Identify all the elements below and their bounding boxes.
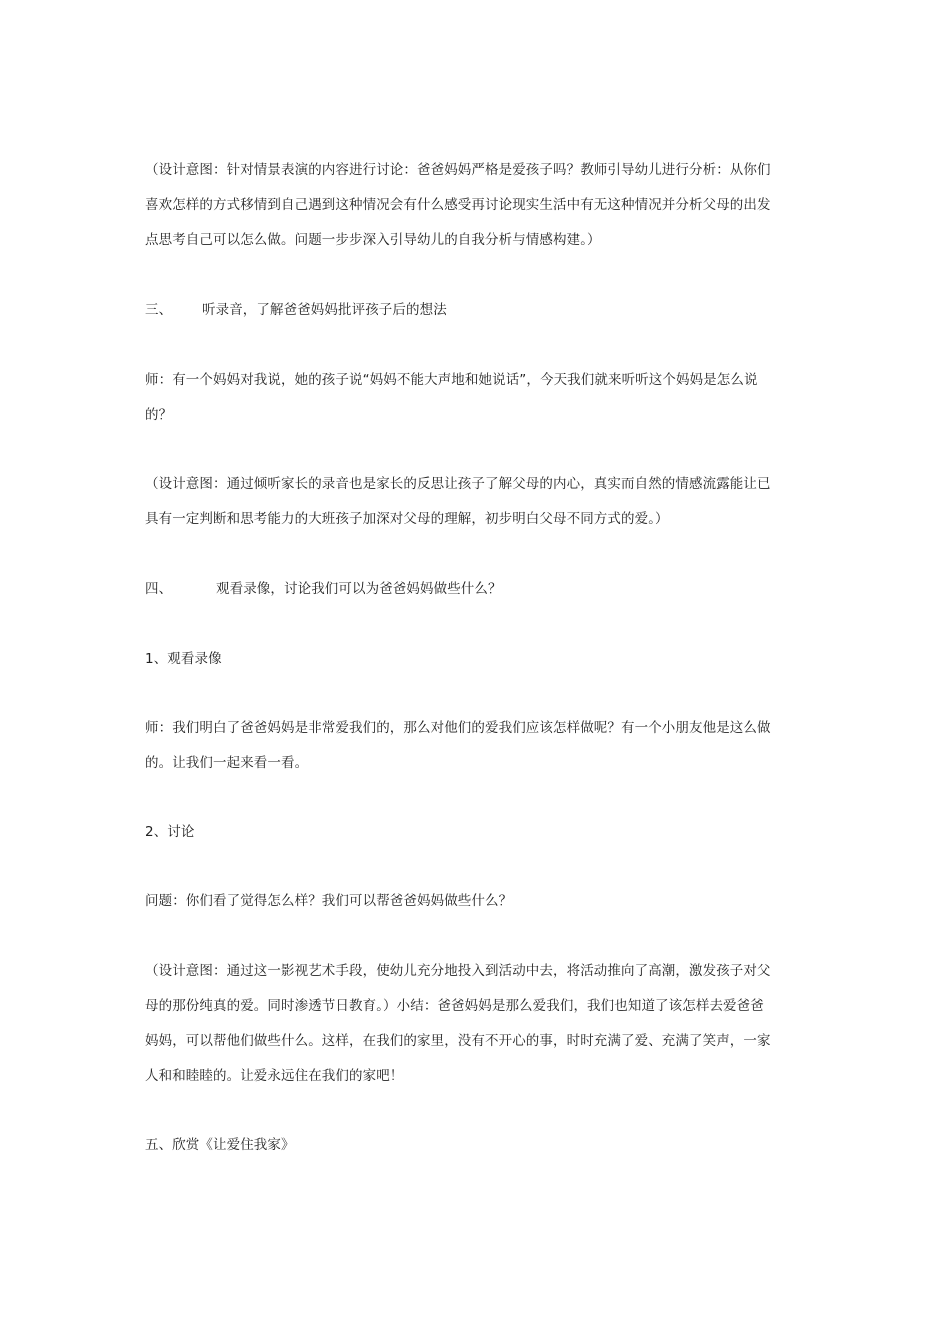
teacher-paragraph-2 bbox=[145, 711, 807, 781]
design-intent-paragraph-3 bbox=[145, 954, 807, 1094]
design-intent-paragraph-1 bbox=[145, 153, 807, 258]
text-line: 师：有一个妈妈对我说，她的孩子说“妈妈不能大声地和她说话”，今天我们就来听听这个妈妈是怎么说 bbox=[145, 372, 758, 388]
heading-text: 观看录像，讨论我们可以为爸爸妈妈做些什么？ bbox=[216, 581, 502, 597]
teacher-paragraph-1 bbox=[145, 363, 807, 433]
text-line: 师：我们明白了爸爸妈妈是非常爱我们的，那么对他们的爱我们应该怎样做呢？有一个小朋友他是这么做 bbox=[145, 720, 771, 736]
text-line: 的？ bbox=[145, 407, 173, 423]
text-line: 五、欣赏《让爱住我家》 bbox=[145, 1137, 295, 1153]
text-line: （设计意图：通过这一影视艺术手段，使幼儿充分地投入到活动中去，将活动推向了高潮，激发孩子对父 bbox=[145, 963, 771, 979]
text-line: 的。让我们一起来看一看。 bbox=[145, 755, 309, 771]
text-line: 母的那份纯真的爱。同时渗透节日教育。）小结：爸爸妈妈是那么爱我们，我们也知道了该怎样去爱爸爸 bbox=[145, 998, 764, 1014]
text-line: 1、观看录像 bbox=[145, 651, 222, 667]
text-line: 具有一定判断和思考能力的大班孩子加深对父母的理解，初步明白父母不同方式的爱。） bbox=[145, 511, 669, 527]
section-heading-4 bbox=[145, 572, 807, 607]
text-line: （设计意图：通过倾听家长的录音也是家长的反思让孩子了解父母的内心，真实而自然的情感流露能让已 bbox=[145, 476, 771, 492]
sub-heading-2 bbox=[145, 815, 807, 850]
section-heading-3 bbox=[145, 293, 807, 328]
text-line: 点思考自己可以怎么做。问题一步步深入引导幼儿的自我分析与情感构建。） bbox=[145, 232, 601, 248]
question-paragraph bbox=[145, 884, 807, 919]
text-line: （设计意图：针对情景表演的内容进行讨论：爸爸妈妈严格是爱孩子吗？教师引导幼儿进行分析：从你们 bbox=[145, 162, 771, 178]
heading-number: 四、 bbox=[145, 581, 173, 597]
text-line: 2、讨论 bbox=[145, 824, 195, 840]
text-line: 喜欢怎样的方式移情到自己遇到这种情况会有什么感受再讨论现实生活中有无这种情况并分析父母的出发 bbox=[145, 197, 771, 213]
text-line: 问题：你们看了觉得怎么样？我们可以帮爸爸妈妈做些什么？ bbox=[145, 893, 513, 909]
heading-number: 三、 bbox=[145, 302, 173, 318]
section-heading-5 bbox=[145, 1128, 807, 1163]
heading-text: 听录音，了解爸爸妈妈批评孩子后的想法 bbox=[202, 302, 447, 318]
sub-heading-1 bbox=[145, 642, 807, 677]
document-page bbox=[145, 0, 807, 1344]
design-intent-paragraph-2 bbox=[145, 467, 807, 537]
text-line: 妈妈，可以帮他们做些什么。这样，在我们的家里，没有不开心的事，时时充满了爱、充满了笑声，一家 bbox=[145, 1033, 771, 1049]
text-line: 人和和睦睦的。让爱永远住在我们的家吧！ bbox=[145, 1068, 404, 1084]
